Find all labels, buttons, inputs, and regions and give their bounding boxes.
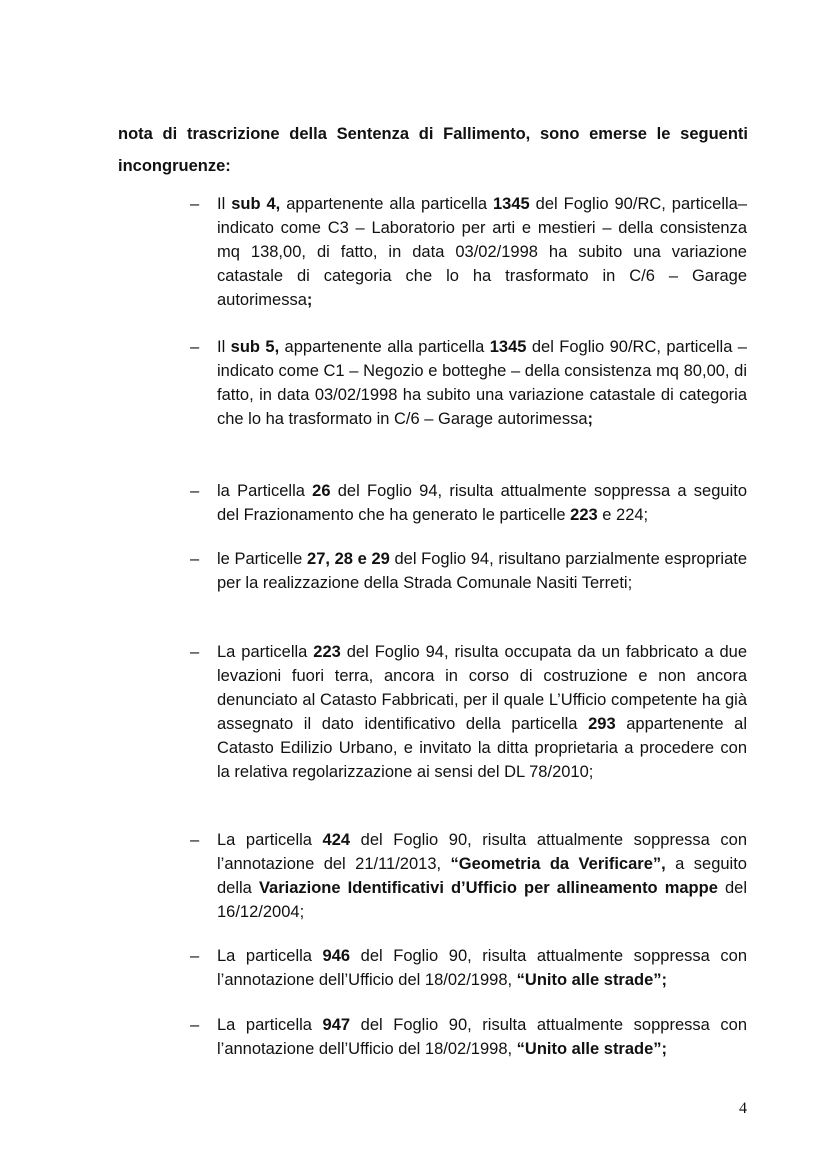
- dash-bullet: –: [190, 1016, 200, 1034]
- list-item-text: [217, 944, 747, 992]
- bold-text-run: “Unito alle strade”;: [516, 971, 668, 989]
- dash-bullet: –: [190, 482, 200, 500]
- text-run: del Foglio 90, risulta attualmente soppressa con l’annotazione del 21/11/2013,: [217, 831, 747, 873]
- bold-text-run: 27, 28 e 29: [307, 550, 390, 568]
- dash-bullet: –: [190, 338, 200, 356]
- dash-bullet: –: [190, 550, 200, 568]
- text-run: La particella: [217, 1016, 323, 1034]
- text-run: del 16/12/2004;: [217, 879, 747, 921]
- bold-text-run: sub 5,: [230, 338, 280, 356]
- text-run: La particella: [217, 947, 323, 965]
- text-run: La particella: [217, 831, 323, 849]
- dash-bullet: –: [190, 831, 200, 849]
- bold-text-run: sub 4,: [231, 195, 281, 213]
- bold-text-run: 293: [588, 715, 616, 733]
- bold-text-run: 1345: [489, 338, 527, 356]
- list-item-text: [217, 547, 747, 595]
- text-run: e 224;: [597, 506, 649, 524]
- page-number: 4: [739, 1100, 747, 1117]
- text-run: Il: [217, 338, 231, 356]
- intro-paragraph: [118, 118, 748, 182]
- bold-text-run: ;: [587, 410, 594, 428]
- text-run: le Particelle: [217, 550, 308, 568]
- text-run: appartenente alla particella: [279, 338, 490, 356]
- text-run: Il: [217, 195, 232, 213]
- text-run: del Foglio 90/RC, particella – indicato come C1 – Negozio e botteghe – della consistenza mq 80,00, di fatto, in data 03/02/1998 ha subito una variazione catastale di categoria che lo ha trasformato in C/6 – Garage autorimessa: [217, 338, 747, 428]
- text-run: del Foglio 90, risulta attualmente soppressa con l’annotazione dell’Ufficio del 18/02/1998,: [217, 947, 747, 989]
- text-run: del Foglio 90, risulta attualmente soppressa con l’annotazione dell’Ufficio del 18/02/1998,: [217, 1016, 747, 1058]
- list-item-text: [217, 335, 747, 431]
- bold-text-run: ;: [306, 291, 313, 309]
- intro-line-1: nota di trascrizione della Sentenza di Fallimento, sono emerse le seguenti: [118, 125, 748, 143]
- bold-text-run: “Unito alle strade”;: [516, 1040, 668, 1058]
- bold-text-run: 26: [312, 482, 331, 500]
- text-run: del Foglio 94, risultano parzialmente espropriate per la realizzazione della Strada Comunale Nasiti Terreti;: [217, 550, 748, 592]
- dash-bullet: –: [190, 643, 200, 661]
- bold-text-run: Variazione Identificativi d’Ufficio per allineamento mappe: [258, 879, 718, 897]
- list-item-text: [217, 192, 747, 312]
- list-item-text: [217, 640, 747, 784]
- bold-text-run: 1345: [493, 195, 530, 213]
- text-run: a seguito della: [217, 855, 747, 897]
- bold-text-run: 223: [313, 643, 341, 661]
- intro-line-2: incongruenze:: [118, 157, 231, 175]
- text-run: appartenente alla particella: [280, 195, 493, 213]
- text-run: appartenente al Catasto Edilizio Urbano, e invitato la ditta proprietaria a procedere con la relativa regolarizzazione ai sensi del DL 78/2010;: [217, 715, 747, 781]
- list-item-text: [217, 828, 747, 924]
- list-item-text: [217, 1013, 747, 1061]
- text-run: del Foglio 94, risulta attualmente soppressa a seguito del Frazionamento che ha generato le particelle: [217, 482, 747, 524]
- text-run: la Particella: [217, 482, 313, 500]
- dash-bullet: –: [190, 947, 200, 965]
- bold-text-run: 424: [322, 831, 351, 849]
- list-item-text: [217, 479, 747, 527]
- text-run: del Foglio 90/RC, particella– indicato come C3 – Laboratorio per arti e mestieri – della consistenza mq 138,00, di fatto, in data 03/02/1998 ha subito una variazione catastale di categoria che lo ha trasformato in C/6 – Garage autorimessa: [217, 195, 748, 309]
- bold-text-run: “Geometria da Verificare”,: [450, 855, 666, 873]
- text-run: del Foglio 94, risulta occupata da un fabbricato a due levazioni fuori terra, ancora in corso di costruzione e non ancora denunciato al Catasto Fabbricati, per il quale L’Ufficio competente ha già assegnato il dato identificativo della particella: [217, 643, 747, 733]
- bold-text-run: 223: [570, 506, 598, 524]
- text-run: La particella: [217, 643, 314, 661]
- bold-text-run: 946: [322, 947, 351, 965]
- bold-text-run: 947: [322, 1016, 351, 1034]
- dash-bullet: –: [190, 195, 200, 213]
